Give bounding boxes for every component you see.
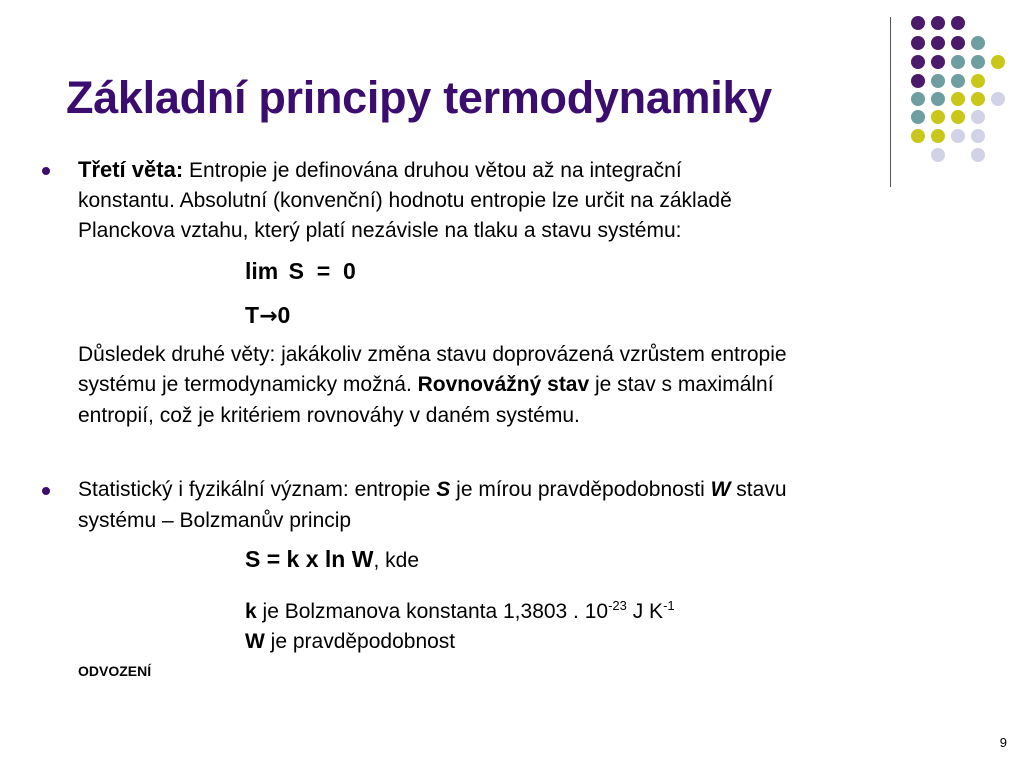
decorative-dot bbox=[951, 55, 965, 69]
formula-expression: S = k x ln W bbox=[245, 546, 374, 572]
decorative-dot bbox=[971, 129, 985, 143]
entropy-symbol: S bbox=[436, 478, 451, 501]
bullet-icon bbox=[42, 167, 50, 175]
decorative-dot bbox=[971, 92, 985, 106]
decorative-dot bbox=[991, 55, 1005, 69]
boltzmann-formula bbox=[245, 546, 419, 573]
k-unit: J K bbox=[626, 600, 664, 623]
limit-equation bbox=[245, 258, 356, 285]
formula-suffix: , kde bbox=[373, 549, 419, 572]
equilibrium-state-term: Rovnovážný stav bbox=[417, 373, 590, 396]
w-definition bbox=[245, 626, 455, 657]
limit-sub-0: 0 bbox=[277, 302, 291, 328]
bullet2-line2: systému – Bolzmanův princip bbox=[78, 509, 352, 532]
decorative-dot bbox=[971, 148, 985, 162]
decorative-dot bbox=[931, 16, 945, 30]
bullet1-line2: konstantu. Absolutní (konvenční) hodnotu entropie lze určit na základě bbox=[78, 189, 732, 212]
consequence-text-c: je stav s maximální bbox=[589, 373, 774, 396]
decorative-dot bbox=[971, 74, 985, 88]
decorative-dot bbox=[911, 74, 925, 88]
decorative-dot bbox=[971, 110, 985, 124]
decorative-dot bbox=[951, 92, 965, 106]
probability-symbol: W bbox=[710, 478, 731, 501]
decorative-dot bbox=[951, 36, 965, 50]
page-number: 9 bbox=[999, 735, 1007, 750]
bullet2-text-c: stavu bbox=[730, 478, 787, 501]
limit-sub-T: T bbox=[245, 302, 260, 328]
k-description: je Bolzmanova konstanta 1,3803 . 10 bbox=[256, 600, 609, 623]
slide-title: Základní principy termodynamiky bbox=[66, 72, 772, 123]
bullet2-text-a: Statistický i fyzikální význam: entropie bbox=[78, 478, 437, 501]
decorative-dot bbox=[991, 92, 1005, 106]
bullet2-text-b: je mírou pravděpodobnosti bbox=[450, 478, 711, 501]
bullet1-line3: Planckova vztahu, který platí nezávisle na tlaku a stavu systému: bbox=[78, 219, 682, 242]
decorative-dot bbox=[931, 36, 945, 50]
k-exponent: -23 bbox=[608, 598, 627, 613]
consequence-line1: Důsledek druhé věty: jakákoliv změna stavu doprovázená vzrůstem entropie bbox=[78, 343, 787, 366]
decorative-dot bbox=[931, 110, 945, 124]
k-unit-exponent: -1 bbox=[663, 598, 675, 613]
bullet1-line1 bbox=[78, 154, 682, 186]
limit-expression: S = 0 bbox=[288, 258, 356, 284]
third-law-label: Třetí věta: bbox=[78, 157, 184, 182]
k-symbol: k bbox=[245, 600, 257, 623]
decorative-dot bbox=[931, 148, 945, 162]
decorative-dot bbox=[931, 74, 945, 88]
consequence-line2 bbox=[78, 369, 774, 400]
w-symbol: W bbox=[245, 630, 265, 653]
bullet1-text1: Entropie je definována druhou větou až na integrační bbox=[189, 159, 682, 182]
k-definition bbox=[245, 590, 675, 627]
decorative-dot bbox=[971, 36, 985, 50]
w-description: je pravděpodobnost bbox=[264, 630, 456, 653]
decorative-dot bbox=[911, 110, 925, 124]
decorative-dot bbox=[931, 129, 945, 143]
decorative-dot bbox=[911, 16, 925, 30]
arrow-icon: → bbox=[259, 304, 278, 329]
decorative-dot bbox=[911, 92, 925, 106]
lim-label: lim bbox=[245, 258, 279, 284]
bullet2-line1 bbox=[78, 474, 787, 505]
derivation-link[interactable]: ODVOZENÍ bbox=[78, 663, 152, 679]
decorative-dot bbox=[971, 55, 985, 69]
consequence-text-a: systému je termodynamicky možná. bbox=[78, 373, 418, 396]
decorative-dot bbox=[911, 36, 925, 50]
decorative-dot bbox=[911, 129, 925, 143]
bullet-icon bbox=[42, 487, 50, 495]
decorative-dot bbox=[951, 129, 965, 143]
decorative-dot bbox=[951, 110, 965, 124]
decorative-dot bbox=[931, 55, 945, 69]
decorative-dot bbox=[911, 55, 925, 69]
consequence-line3: entropií, což je kritériem rovnováhy v daném systému. bbox=[78, 404, 580, 427]
decorative-dot bbox=[931, 92, 945, 106]
decorative-dot bbox=[951, 74, 965, 88]
divider-line bbox=[890, 17, 891, 187]
limit-subscript bbox=[245, 302, 290, 329]
decorative-dot bbox=[951, 16, 965, 30]
